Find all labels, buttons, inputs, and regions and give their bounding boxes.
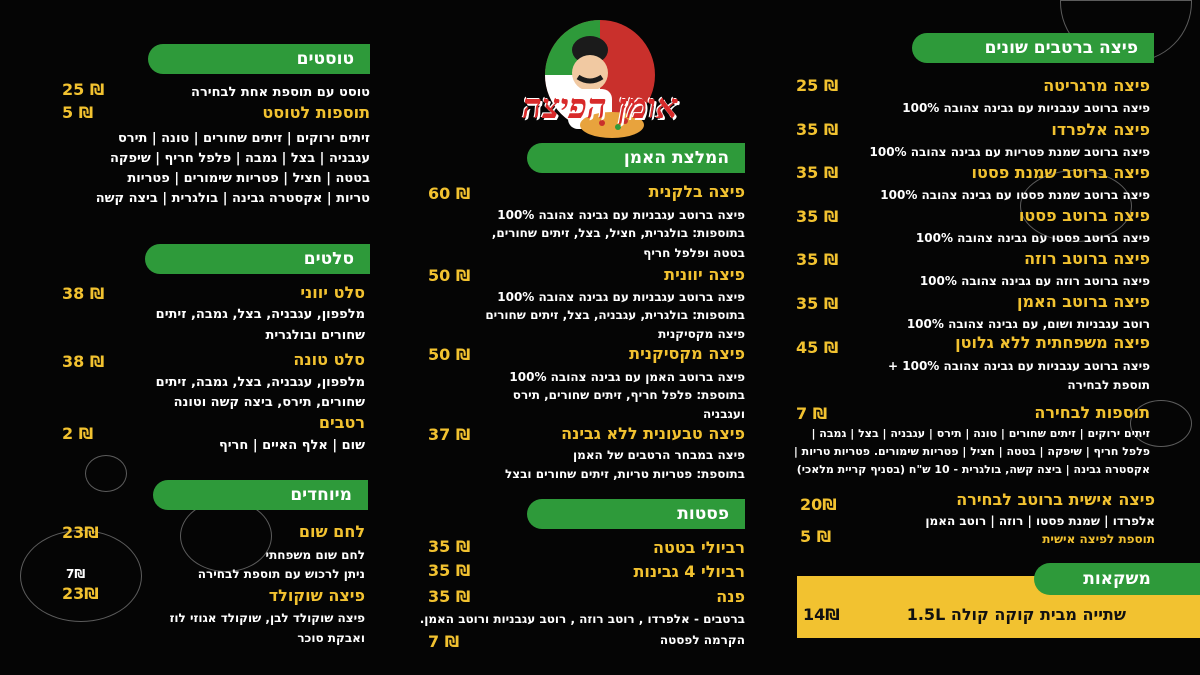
pasta-item-2-name: רביולי 4 גבינות [633, 562, 745, 581]
logo-text: אומן הפיצה [522, 87, 678, 127]
greek-salad-name: סלט יווני [300, 283, 365, 302]
garlic-bread-line-2: ניתן לרכוש עם תוספת לבחירה [197, 567, 365, 581]
right-item-1-name: פיצה מרגריטה [1043, 76, 1150, 95]
right-item-2-price: 35 ₪ [796, 120, 839, 139]
right-item-5-desc: פיצה ברוטב רוזה עם גבינה צהובה 100% [919, 274, 1150, 288]
toppings-name: תוספות לבחירה [1034, 403, 1150, 422]
tuna-salad-name: סלט טונה [293, 350, 365, 369]
right-item-5-name: פיצה ברוטב רוזה [1024, 249, 1150, 268]
vegan-line-1: פיצה במבחר הרטבים של האמן [573, 448, 745, 462]
pasta-cream-line: הקרמה לפסטה [659, 633, 745, 647]
toasts-header: טוסטים [148, 44, 370, 74]
toast-addons-line-3: בטטה | חציל | פטריות שימורים | פטריות [127, 171, 370, 186]
pasta-item-3-name: פנה [716, 587, 745, 606]
drink-item: שתייה מבית קוקה קולה 1.5L [906, 605, 1126, 624]
vegan-pizza-name: פיצה טבעונית ללא גבינה [561, 424, 745, 443]
garlic-addon-price: 7₪ [66, 567, 86, 581]
pasta-item-2-price: 35 ₪ [428, 561, 471, 580]
vegan-pizza-price: 37 ₪ [428, 425, 471, 444]
right-item-4-name: פיצה ברוטב פסטו [1018, 206, 1150, 225]
toppings-line-2: פלפל חריף | שיפקה | בטטה | חציל | פטריות שימורים. פטריות טריות | [793, 445, 1150, 458]
vegan-line-2: בתוספת: פטריות טריות, זיתים שחורים ובצל [505, 467, 745, 481]
mexican-pizza-name: פיצה מקסיקנית [629, 344, 745, 363]
right-item-3-desc: פיצה ברוטב שמנת פסטו עם גבינה צהובה 100% [880, 188, 1150, 202]
toast-addons-title: תוספות לטוסט [262, 103, 370, 122]
gluten-free-price: 45 ₪ [796, 338, 839, 357]
greek-salad-line-2: שחורים ובולגרית [265, 328, 365, 343]
tuna-salad-line-1: מלפפון, עגבניה, בצל, גמבה, זיתים [155, 375, 365, 390]
pizza-sauces-header: פיצה ברטבים שונים [912, 33, 1154, 63]
right-item-2-name: פיצה אלפרדו [1051, 120, 1150, 139]
right-item-6-name: פיצה ברוטב האמן [1016, 292, 1150, 311]
pasta-item-1-price: 35 ₪ [428, 537, 471, 556]
balkan-pizza-name: פיצה בלקנית [648, 182, 745, 201]
sauces-price: 2 ₪ [62, 424, 94, 443]
personal-addon-price: 5 ₪ [800, 527, 832, 546]
mexican-line-1: פיצה ברוטב האמן עם גבינה צהובה 100% [509, 370, 745, 384]
drink-price: 14₪ [803, 605, 840, 624]
right-item-1-desc: פיצה ברוטב עגבניות עם גבינה צהובה 100% [902, 101, 1150, 115]
greek-pizza-name: פיצה יוונית [664, 265, 745, 284]
garlic-bread-line-1: לחם שום משפחתי [265, 548, 365, 562]
toppings-line-3: אקסטרה גבינה | ביצה קשה, בולגרית - 10 ש"ח (בסניף קריית מלאכי) [796, 463, 1150, 476]
mexican-line-3: ועגבניה [702, 407, 745, 421]
balkan-pizza-price: 60 ₪ [428, 184, 471, 203]
greek-salad-price: 38 ₪ [62, 284, 105, 303]
right-item-6-price: 35 ₪ [796, 294, 839, 313]
toppings-price: 7 ₪ [796, 404, 828, 423]
right-item-3-name: פיצה ברוטב שמנת פסטו [971, 163, 1150, 182]
mexican-line-2: בתוספת: פלפל חריף, זיתים שחורים, תירס [512, 388, 745, 402]
right-item-4-desc: פיצה ברוטב פסטו עם גבינה צהובה 100% [915, 231, 1150, 245]
pasta-cream-price: 7 ₪ [428, 632, 460, 651]
choco-pizza-name: פיצה שוקולד [268, 586, 365, 605]
right-item-6-desc: רוטב עגבניות ושום, עם גבינה צהובה 100% [906, 317, 1150, 331]
greek-pizza-line-1: פיצה ברוטב עגבניות עם גבינה צהובה 100% [497, 290, 745, 304]
greek-salad-line-1: מלפפון, עגבניה, בצל, גמבה, זיתים [155, 307, 365, 322]
right-item-1-price: 25 ₪ [796, 76, 839, 95]
toast-addons-price: 5 ₪ [62, 103, 94, 122]
choco-pizza-line-2: ואבקת סוכר [297, 631, 365, 645]
personal-pizza-line: אלפרדו | שמנת פסטו | רוזה | רוטב האמן [925, 514, 1155, 528]
choco-pizza-price: 23₪ [62, 584, 99, 603]
right-item-3-price: 35 ₪ [796, 163, 839, 182]
gluten-free-line-2: תוספת לבחירה [1067, 378, 1150, 392]
greek-pizza-line-3: פיצה מקסיקנית [658, 327, 745, 341]
personal-addon-line: תוספת לפיצה אישית [1042, 532, 1155, 546]
toast-addons-line-4: טריות | אקסטרה גבינה | בולגרית | ביצה קשה [95, 191, 370, 206]
garlic-bread-price: 23₪ [62, 523, 99, 542]
gluten-free-name: פיצה משפחתית ללא גלוטן [955, 333, 1150, 352]
right-item-2-desc: פיצה ברוטב שמנת פטריות עם גבינה צהובה 100% [869, 145, 1150, 159]
tuna-salad-line-2: שחורים, תירס, ביצה קשה וטונה [173, 395, 365, 410]
personal-pizza-price: 20₪ [800, 495, 837, 514]
right-item-5-price: 35 ₪ [796, 250, 839, 269]
mexican-pizza-price: 50 ₪ [428, 345, 471, 364]
greek-pizza-line-2: בתוספות: בולגרית, עגבניה, בצל, זיתים שחורים [485, 308, 745, 322]
sauces-name: רטבים [318, 413, 365, 432]
gluten-free-line-1: פיצה ברוטב עגבניות עם גבינה צהובה 100% + [888, 359, 1150, 373]
toast-item: טוסט עם תוספת אחת לבחירה [191, 85, 370, 100]
logo [440, 15, 760, 145]
salads-header: סלטים [145, 244, 370, 274]
balkan-line-2: בתוספות: בולגרית, חציל, בצל, זיתים שחורים, [491, 226, 745, 240]
balkan-line-1: פיצה ברוטב עגבניות עם גבינה צהובה 100% [497, 208, 745, 222]
toppings-line-1: זיתים ירוקים | זיתים שחורים | טונה | תירס | עגבניה | בצל | גמבה | [811, 427, 1150, 440]
mushroom-sketch-icon [180, 500, 272, 572]
greek-pizza-price: 50 ₪ [428, 266, 471, 285]
garlic-bread-name: לחם שום [298, 522, 365, 541]
balkan-line-3: בטטה ופלפל חריף [643, 246, 745, 260]
toast-addons-line-2: עגבניה | בצל | גמבה | פלפל חריף | שיפקה [109, 151, 370, 166]
drinks-header: משקאות [1034, 563, 1200, 595]
toast-addons-line-1: זיתים ירוקים | זיתים שחורים | טונה | תירס [117, 131, 370, 146]
specials-header: מיוחדים [153, 480, 368, 510]
toast-price: 25 ₪ [62, 80, 105, 99]
pasta-item-1-name: רביולי בטטה [652, 538, 745, 557]
recommendation-header: המלצת האמן [527, 143, 745, 173]
sauces-line: שום | אלף האיים | חריף [218, 438, 365, 453]
garlic-sketch-icon [85, 455, 127, 492]
right-item-4-price: 35 ₪ [796, 207, 839, 226]
pasta-item-3-price: 35 ₪ [428, 587, 471, 606]
personal-pizza-name: פיצה אישית ברוטב לבחירה [956, 490, 1155, 509]
pasta-header: פסטות [527, 499, 745, 529]
pasta-sauces-line: ברטבים - אלפרדו , רוטב רוזה , רוטב עגבניות ורוטב האמן. [419, 612, 745, 626]
tuna-salad-price: 38 ₪ [62, 352, 105, 371]
choco-pizza-line-1: פיצה שוקולד לבן, שוקולד אגוזי לוז [169, 611, 365, 625]
